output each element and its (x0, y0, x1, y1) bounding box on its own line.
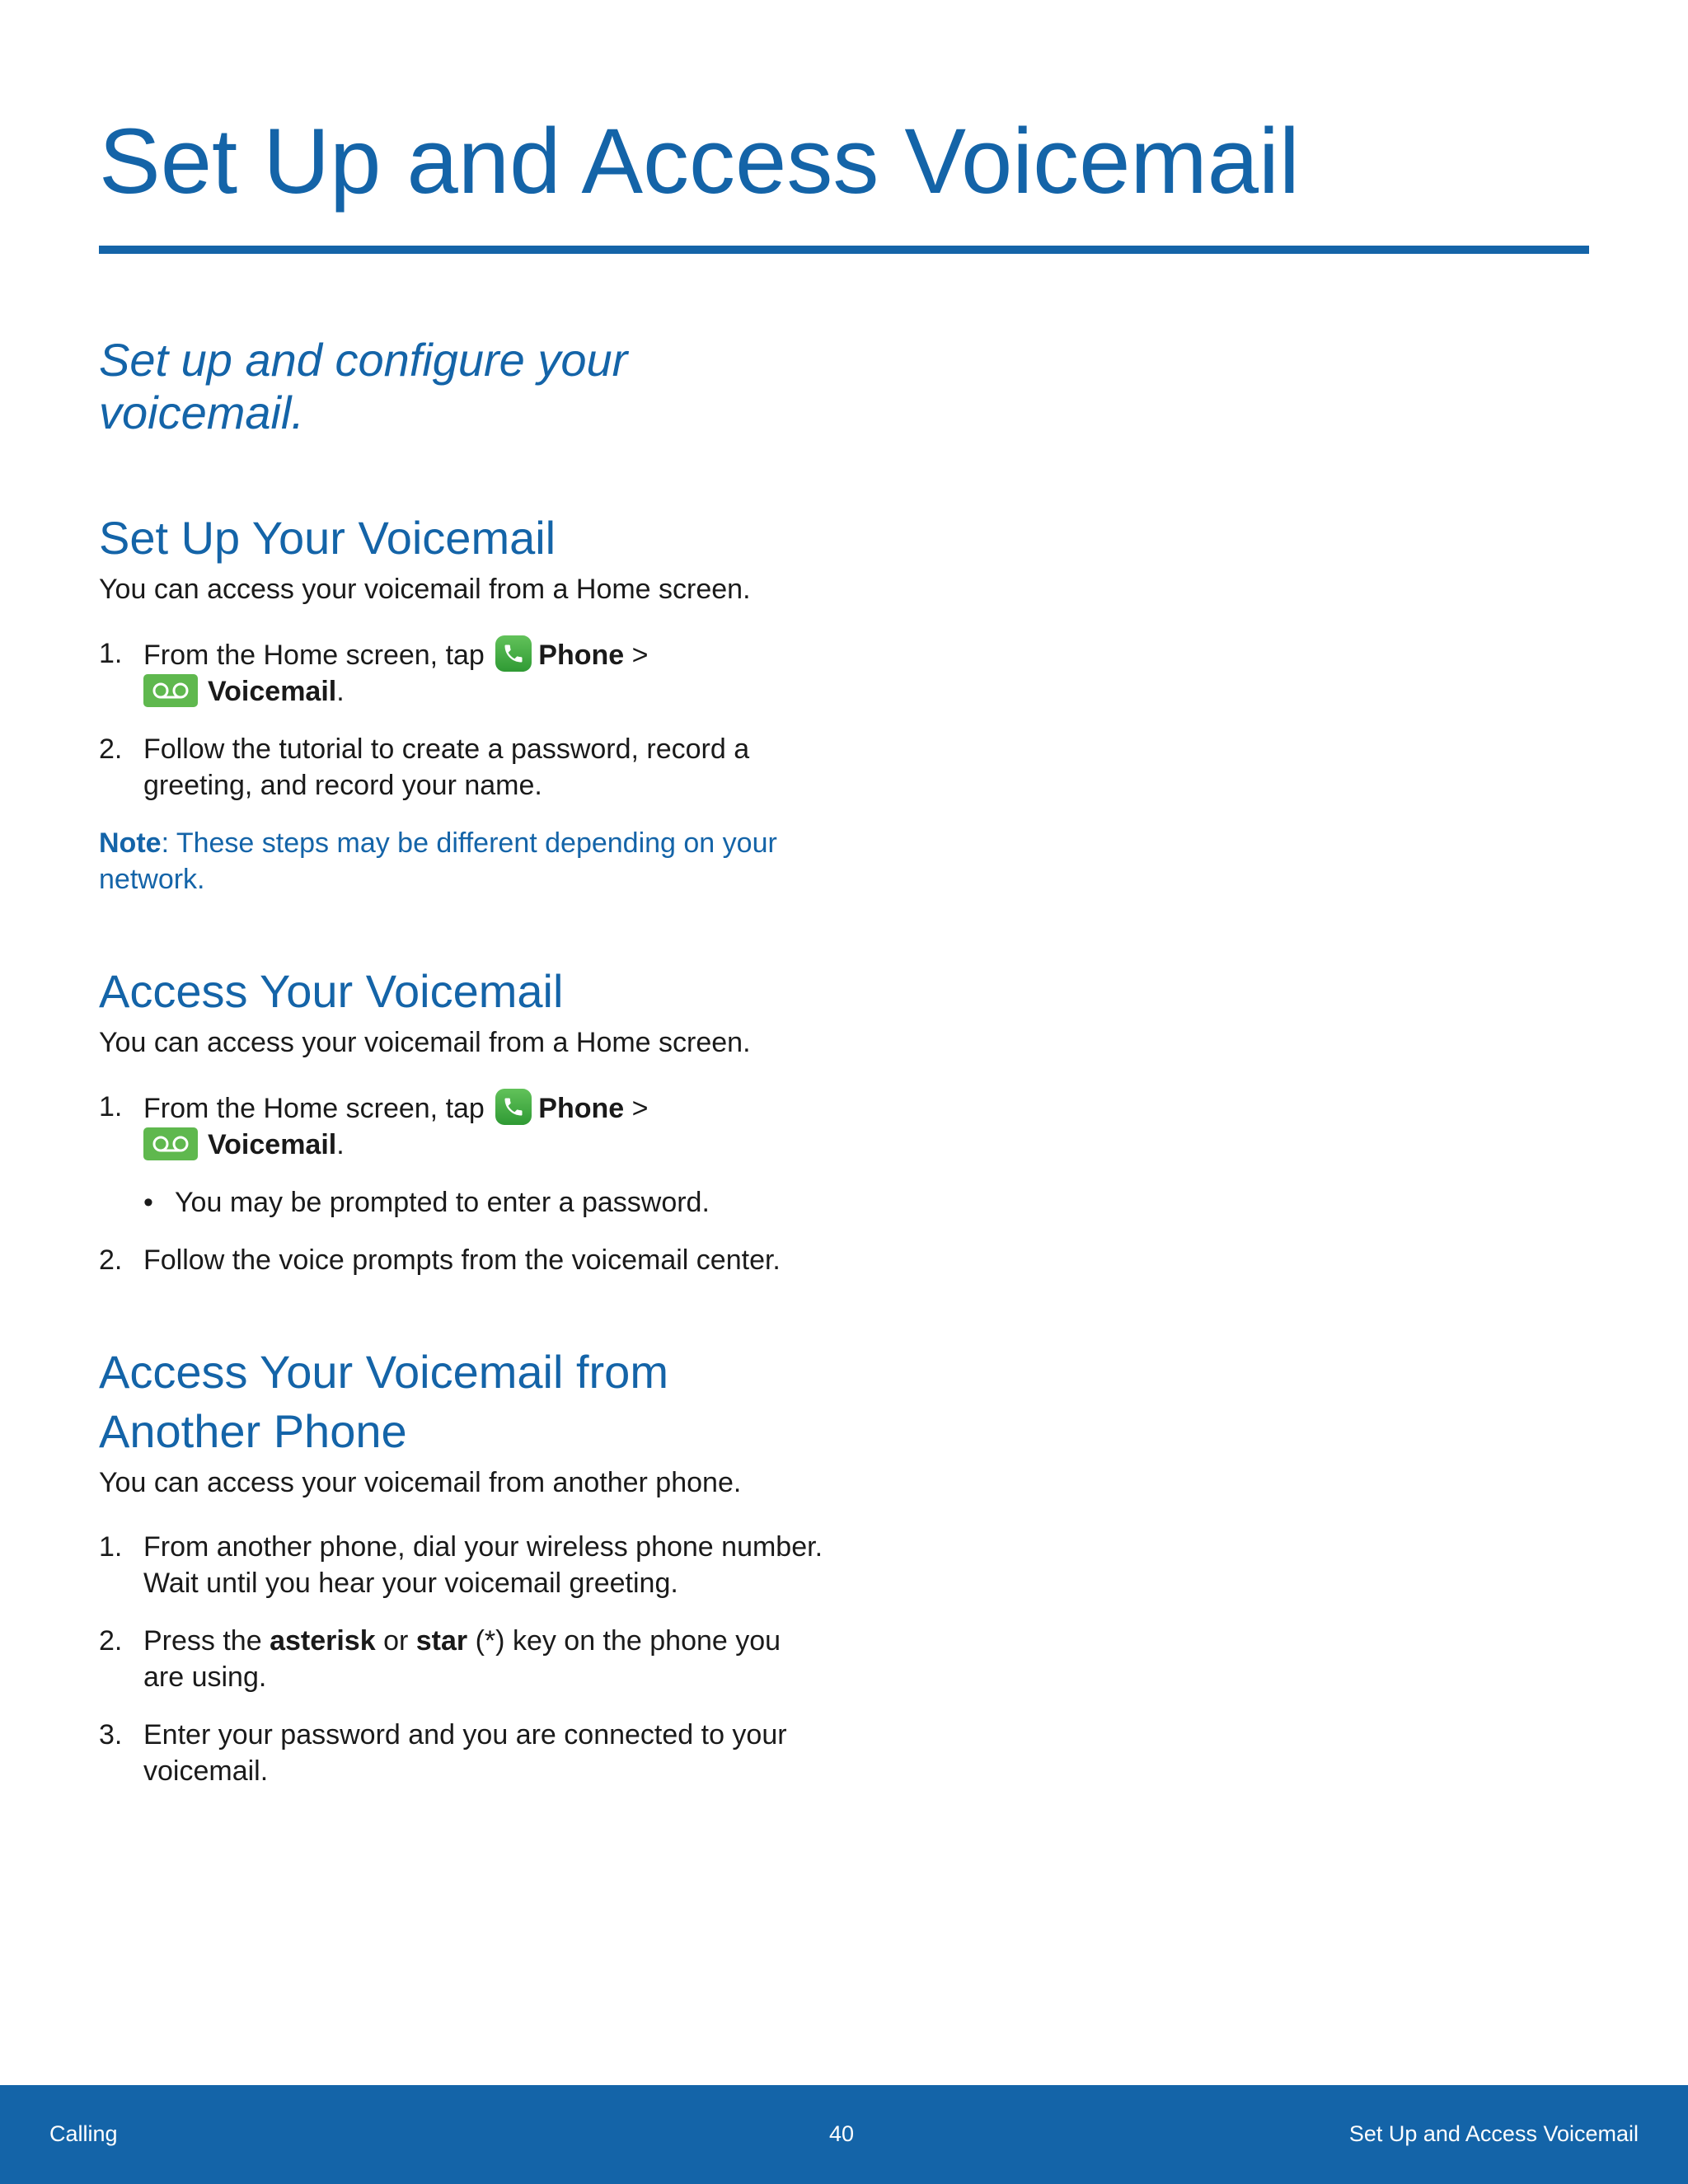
chevron-separator: > (631, 1093, 649, 1124)
step-text: Follow the tutorial to create a password, record a greeting, and record your name. (143, 733, 750, 801)
step-text: key on the phone you are using. (143, 1625, 781, 1693)
step-text: Follow the voice prompts from the voicemail center. (143, 1244, 781, 1276)
step-number: 1. (99, 1531, 123, 1563)
punctuation: . (336, 676, 345, 707)
access-steps (99, 1089, 824, 1278)
phone-label: Phone (538, 640, 625, 671)
phone-icon (495, 635, 532, 672)
another-phone-section (99, 1343, 824, 1789)
phone-icon (495, 1089, 532, 1125)
another-step-1 (99, 1529, 824, 1601)
section-intro: You can access your voicemail from a Home screen. (99, 574, 751, 605)
content-column (99, 334, 824, 1789)
setup-section (99, 509, 824, 898)
step-text: or (383, 1625, 409, 1657)
access-bullet (99, 1184, 824, 1221)
step-number: 3. (99, 1719, 123, 1750)
step-number: 1. (99, 638, 123, 669)
asterisk-label: asterisk (270, 1625, 376, 1657)
key-symbol: (*) (475, 1625, 505, 1657)
footer-section-title: Set Up and Access Voicemail (1348, 2121, 1639, 2146)
access-step-2 (99, 1242, 824, 1278)
setup-step-2 (99, 731, 824, 804)
step-number: 2. (99, 1244, 123, 1276)
step-text: From the Home screen, tap (143, 1093, 485, 1124)
page-title: Set Up and Access Voicemail (99, 110, 1300, 213)
section-heading: Access Your Voicemail (99, 965, 564, 1017)
section-intro: You can access your voicemail from a Home screen. (99, 1027, 751, 1058)
punctuation: . (336, 1129, 345, 1160)
chevron-separator: > (631, 640, 649, 671)
note (99, 825, 824, 898)
step-text: Press the (143, 1625, 262, 1657)
voicemail-label: Voicemail (208, 676, 337, 707)
voicemail-icon (143, 674, 198, 707)
another-step-3 (99, 1717, 824, 1789)
step-text: Enter your password and you are connected to your voicemail. (143, 1719, 787, 1787)
note-text: : These steps may be different depending on your network. (99, 827, 777, 895)
step-text: From the Home screen, tap (143, 640, 485, 671)
access-section (99, 962, 824, 1278)
page-subtitle: Set up and configure your voicemail. (99, 334, 628, 438)
another-step-2 (99, 1623, 824, 1695)
section-intro: You can access your voicemail from another phone. (99, 1467, 742, 1498)
voicemail-icon (143, 1127, 198, 1160)
step-number: 1. (99, 1091, 123, 1122)
section-heading: Access Your Voicemail from Another Phone (99, 1346, 668, 1457)
another-phone-steps (99, 1529, 824, 1789)
bullet-text: You may be prompted to enter a password. (175, 1187, 710, 1218)
star-label: star (415, 1625, 468, 1657)
voicemail-label: Voicemail (208, 1129, 337, 1160)
setup-steps (99, 635, 824, 804)
footer-chapter: Calling (49, 2121, 118, 2146)
phone-label: Phone (538, 1093, 625, 1124)
step-number: 2. (99, 1625, 123, 1657)
section-heading: Set Up Your Voicemail (99, 512, 556, 564)
step-text: From another phone, dial your wireless phone number. Wait until you hear your voicemail greeting. (143, 1531, 823, 1599)
setup-step-1 (99, 635, 824, 710)
note-label: Note (99, 827, 162, 859)
access-step-1 (99, 1089, 824, 1163)
bullet-dot-icon: • (143, 1187, 153, 1218)
title-divider (99, 246, 1589, 254)
step-number: 2. (99, 733, 123, 765)
page-number: 40 (829, 2121, 855, 2146)
page-footer (0, 2085, 1688, 2184)
